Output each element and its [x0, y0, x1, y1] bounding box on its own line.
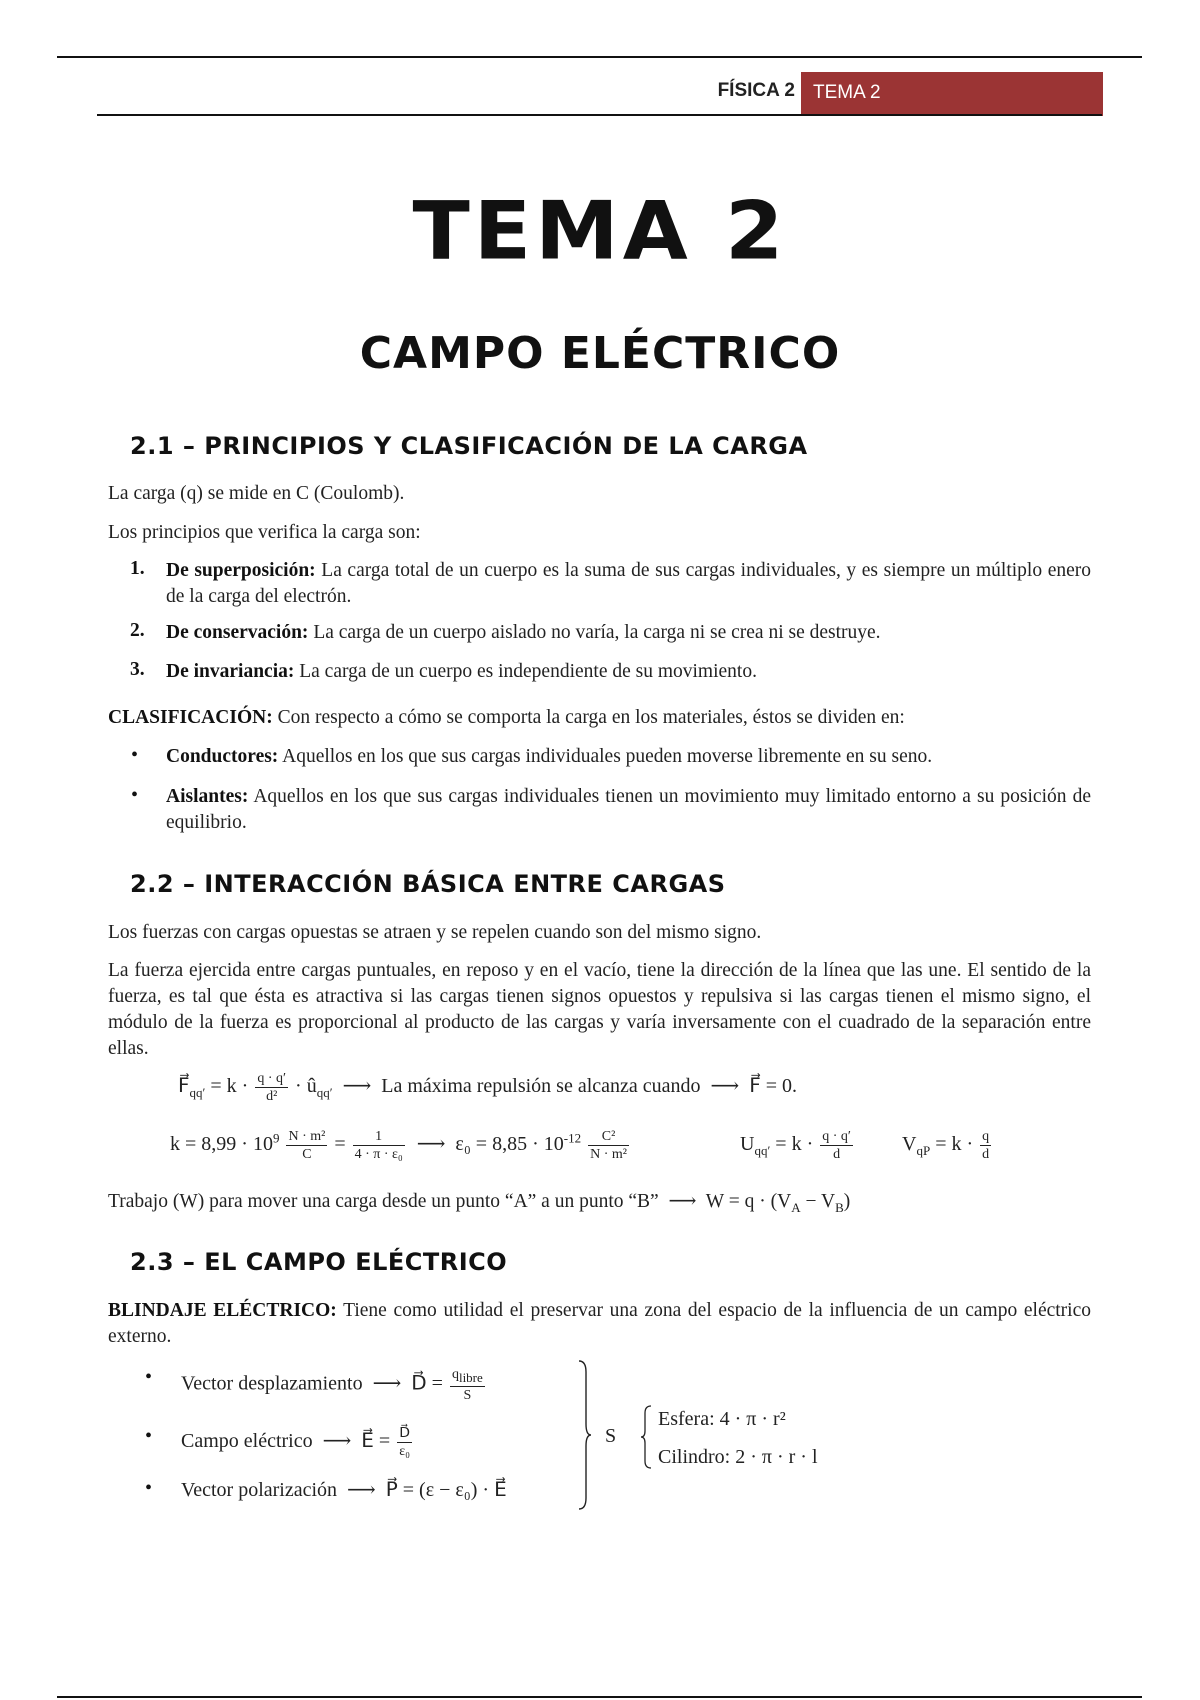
bottom-rule	[57, 1696, 1142, 1698]
right-brace-icon	[578, 1360, 592, 1510]
vector-label: Vector desplazamiento	[181, 1372, 363, 1395]
clasif-term: CLASIFICACIÓN:	[108, 707, 273, 728]
bullet-icon: •	[145, 1477, 153, 1499]
bullet-text: Aquellos en los que sus cargas individuales pueden moverse libremente en su seno.	[278, 746, 933, 767]
list-text: La carga total de un cuerpo es la suma de sus cargas individuales, y es siempre un múltiplo enero de la carga del electrón.	[166, 560, 1091, 607]
list-item	[166, 620, 1091, 646]
page-title: TEMA 2	[412, 184, 788, 278]
list-term: De conservación:	[166, 622, 309, 643]
list-number: 2.	[130, 620, 145, 641]
paragraph: La carga (q) se mide en C (Coulomb).	[108, 483, 405, 504]
list-item	[166, 558, 1091, 610]
equation-constants: $k = 8,99 \cdot 10^9$ $\frac{\text{N · m²}}{C}$ = $\frac{1}{\text{4 · π · ε₀}}$ ⟶ $\varepsilon_0 = 8,85 \cdot 10^{-12}$ $\frac{\text{C²}}{\text{N · m²}}$	[170, 1129, 627, 1162]
equation-potential: $V_{qP} = k$ · $\frac{q}{d}$	[902, 1129, 990, 1162]
list-number: 1.	[130, 558, 145, 579]
paragraph: Trabajo (W) para mover una carga desde un punto “A” a un punto “B” ⟶ $W = q \cdot (V_A - V_B)$	[108, 1191, 851, 1215]
bullet-term: Conductores:	[166, 746, 279, 767]
paragraph	[108, 1298, 1091, 1350]
blindaje-text: Tiene como utilidad el preservar una zona del espacio de la influencia de un campo eléctrico externo.	[108, 1300, 1091, 1347]
top-rule	[57, 56, 1142, 58]
bullet-term: Aislantes:	[166, 786, 249, 807]
trabajo-text: Trabajo (W) para mover una carga desde un punto “A” a un punto “B”	[108, 1191, 659, 1212]
paragraph: La fuerza ejercida entre cargas puntuales, en reposo y en el vacío, tiene la dirección de la línea que las une. El sentido de la fuerza, es tal que ésta es atractiva si las cargas tienen signos opuestos y repulsiva si las cargas tienen el mismo signo, el módulo de la fuerza es proporcional al producto de las cargas y varía inversamente con el cuadrado de la separación entre ellas.	[108, 960, 1091, 1059]
section-heading-2-1: 2.1 – PRINCIPIOS Y CLASIFICACIÓN DE LA CARGA	[130, 432, 808, 460]
equation-text: La máxima repulsión se alcanza cuando	[381, 1075, 701, 1098]
vector-label: Vector polarización	[181, 1479, 338, 1501]
bullet-text: Aquellos en los que sus cargas individuales tienen un movimiento muy limitado entorno a su posición de equilibrio.	[166, 786, 1091, 833]
bullet-item	[166, 784, 1091, 836]
surface-cilindro: Cilindro: 2 · π · r · l	[658, 1446, 818, 1468]
clasif-text: Con respecto a cómo se comporta la carga en los materiales, éstos se dividen en:	[272, 707, 905, 728]
bullet-icon: •	[131, 784, 139, 806]
bullet-icon: •	[145, 1425, 153, 1447]
equation-coulomb: $F⃗_{qq'} = k$ · $\frac{q \cdot q'}{\text{d²}}$ · $û_{qq'}$ ⟶ La máxima repulsión se alcanza cuando ⟶ F⃗ = 0.	[178, 1071, 798, 1104]
paragraph: Los fuerzas con cargas opuestas se atraen y se repelen cuando son del mismo signo.	[108, 922, 762, 943]
vector-desplazamiento: Vector desplazamiento ⟶ D⃗ = $\frac{q_{libre}}{S}$	[181, 1367, 483, 1403]
header-tag-label: TEMA 2	[813, 82, 881, 103]
paragraph: Los principios que verifica la carga son:	[108, 522, 421, 543]
blindaje-term: BLINDAJE ELÉCTRICO:	[108, 1300, 337, 1321]
list-text: La carga de un cuerpo aislado no varía, la carga ni se crea ni se destruye.	[308, 622, 881, 643]
header-rule	[97, 114, 1102, 116]
surface-esfera: Esfera: 4 · π · r²	[658, 1408, 786, 1430]
vector-label: Campo eléctrico	[181, 1430, 313, 1453]
left-brace-icon	[640, 1405, 652, 1469]
section-heading-2-3: 2.3 – EL CAMPO ELÉCTRICO	[130, 1248, 508, 1276]
list-item	[166, 659, 1091, 685]
bullet-icon: •	[145, 1366, 153, 1388]
paragraph	[108, 705, 1091, 731]
surface-label: S	[605, 1425, 617, 1447]
bullet-icon: •	[131, 744, 139, 766]
list-term: De invariancia:	[166, 661, 295, 682]
page-subtitle: CAMPO ELÉCTRICO	[359, 328, 841, 379]
vector-polarizacion: Vector polarización ⟶ P⃗ = (ε − ε₀) · E⃗	[181, 1479, 507, 1501]
bullet-item	[166, 744, 1091, 770]
header-subject: FÍSICA 2	[717, 80, 795, 101]
list-term: De superposición:	[166, 560, 316, 581]
list-number: 3.	[130, 659, 145, 680]
section-heading-2-2: 2.2 – INTERACCIÓN BÁSICA ENTRE CARGAS	[130, 870, 726, 898]
list-text: La carga de un cuerpo es independiente de su movimiento.	[294, 661, 757, 682]
header-tag	[801, 72, 1103, 116]
vector-campo: Campo eléctrico ⟶ E⃗ = $\frac{D⃗}{\text{ε₀}}$	[181, 1426, 410, 1459]
equation-potential-energy: $U_{qq'} = k$ · $\frac{q \cdot q'}{d}$	[740, 1129, 851, 1162]
